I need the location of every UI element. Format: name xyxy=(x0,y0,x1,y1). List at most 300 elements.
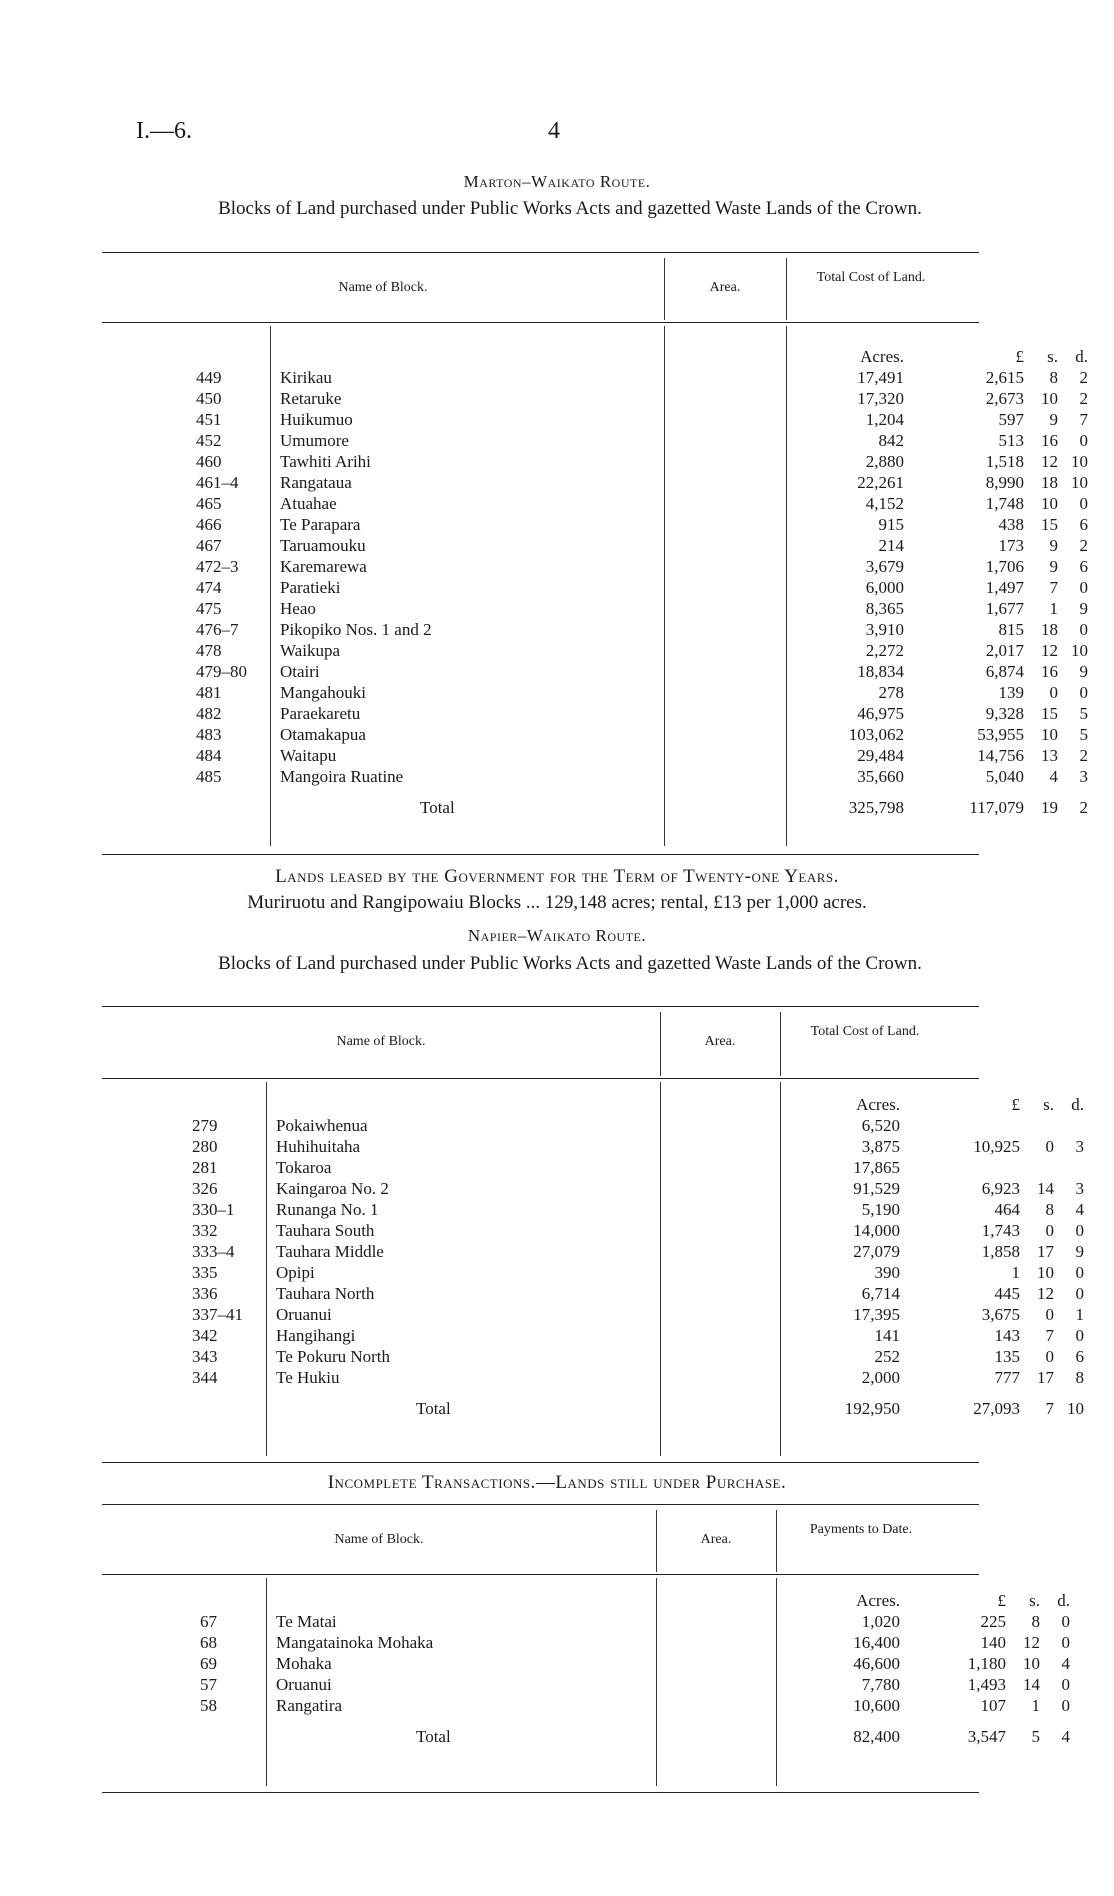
cost-pence: 2 xyxy=(1079,536,1088,555)
block-name xyxy=(276,1262,806,1283)
total-row xyxy=(192,1398,1084,1419)
block-name-text: Hangihangi xyxy=(276,1326,356,1345)
cost-shillings: 9 xyxy=(1049,410,1058,429)
cost-shillings: 16 xyxy=(1041,431,1058,450)
cost-pence: 0 xyxy=(1061,1633,1070,1652)
cost-shillings: 10 xyxy=(1041,725,1058,744)
block-area: 35,660 xyxy=(857,767,904,786)
block-name-text: Te Hukiu xyxy=(276,1368,340,1387)
cost-pounds: 1,497 xyxy=(985,578,1024,597)
block-number: 451 xyxy=(196,410,222,429)
cost-pence xyxy=(1054,1157,1084,1178)
block-name xyxy=(280,535,810,556)
table-row xyxy=(196,451,1088,472)
cost-pounds: 1,677 xyxy=(985,599,1024,618)
table-row xyxy=(200,1695,1070,1716)
cost-pence: 9 xyxy=(1075,1242,1084,1261)
cost-shillings: 0 xyxy=(1045,1347,1054,1366)
block-area: 17,865 xyxy=(853,1158,900,1177)
section2-table xyxy=(192,1094,1084,1419)
cost-shillings: 8 xyxy=(1031,1612,1040,1631)
table-row xyxy=(192,1367,1084,1388)
block-area: 3,910 xyxy=(865,620,904,639)
total-area: 325,798 xyxy=(848,798,904,817)
section1-header-rule xyxy=(102,322,979,323)
block-area: 46,600 xyxy=(853,1654,900,1673)
unit-shillings: s. xyxy=(1029,1591,1040,1610)
section1-table xyxy=(196,346,1088,818)
cost-pounds: 5,040 xyxy=(985,767,1024,786)
block-area: 4,152 xyxy=(865,494,904,513)
total-shillings: 7 xyxy=(1045,1399,1054,1418)
cost-pence: 0 xyxy=(1079,578,1088,597)
table-row xyxy=(196,619,1088,640)
table-row xyxy=(192,1115,1084,1136)
section3-header-rule xyxy=(102,1574,979,1575)
spacer-cell xyxy=(196,787,1088,797)
block-area: 17,395 xyxy=(853,1305,900,1324)
cost-pounds: 438 xyxy=(998,515,1024,534)
block-name xyxy=(280,640,810,661)
total-label: Total xyxy=(416,1727,451,1746)
cost-pounds: 6,923 xyxy=(981,1179,1020,1198)
block-name xyxy=(276,1367,806,1388)
cost-shillings: 12 xyxy=(1041,452,1058,471)
spacer-cell xyxy=(280,346,810,367)
block-area: 3,679 xyxy=(865,557,904,576)
table-row xyxy=(192,1178,1084,1199)
table-row xyxy=(192,1220,1084,1241)
spacer-cell xyxy=(200,1716,1070,1726)
table-row xyxy=(196,724,1088,745)
table-row xyxy=(192,1199,1084,1220)
block-name-text: Kirikau xyxy=(280,368,332,387)
section3-table xyxy=(200,1590,1070,1747)
section3-col-cost: Payments to Date. xyxy=(809,1522,913,1537)
table-row xyxy=(200,1653,1070,1674)
block-name-text: Tauhara Middle xyxy=(276,1242,384,1261)
cost-shillings xyxy=(1020,1115,1054,1136)
block-number: 68 xyxy=(200,1633,217,1652)
cost-pounds: 225 xyxy=(980,1612,1006,1631)
cost-shillings: 12 xyxy=(1023,1633,1040,1652)
block-area: 2,880 xyxy=(865,452,904,471)
cost-pounds: 3,675 xyxy=(981,1305,1020,1324)
block-area: 2,272 xyxy=(865,641,904,660)
block-number: 465 xyxy=(196,494,222,513)
table-row xyxy=(192,1325,1084,1346)
cost-pence: 0 xyxy=(1061,1696,1070,1715)
block-area: 7,780 xyxy=(861,1675,900,1694)
block-name-text: Karemarewa xyxy=(280,557,367,576)
section3-col-area: Area. xyxy=(700,1532,732,1547)
block-name-text: Waikupa xyxy=(280,641,340,660)
block-name xyxy=(276,1115,806,1136)
table-row xyxy=(196,598,1088,619)
block-number: 478 xyxy=(196,641,222,660)
block-number: 337–41 xyxy=(192,1305,243,1324)
cost-shillings: 10 xyxy=(1041,494,1058,513)
total-label: Total xyxy=(416,1399,451,1418)
block-number: 333–4 xyxy=(192,1242,235,1261)
unit-pounds: £ xyxy=(997,1591,1006,1610)
unit-pence: d. xyxy=(1075,347,1088,366)
cost-pence: 0 xyxy=(1079,494,1088,513)
table-row xyxy=(200,1674,1070,1695)
cost-shillings: 12 xyxy=(1037,1284,1054,1303)
block-name-text: Taruamouku xyxy=(280,536,366,555)
cost-shillings: 8 xyxy=(1045,1200,1054,1219)
cost-pence: 0 xyxy=(1075,1326,1084,1345)
table-row xyxy=(196,745,1088,766)
block-number: 449 xyxy=(196,368,222,387)
block-name-text: Kaingaroa No. 2 xyxy=(276,1179,389,1198)
cost-pounds xyxy=(900,1157,1020,1178)
cost-pence: 6 xyxy=(1079,515,1088,534)
block-name-text: Otairi xyxy=(280,662,320,681)
block-name-text: Tokaroa xyxy=(276,1158,332,1177)
block-area: 17,320 xyxy=(857,389,904,408)
section3-title: Incomplete Transactions.—Lands still under Purchase. xyxy=(327,1472,787,1493)
block-number: 336 xyxy=(192,1284,218,1303)
cost-shillings: 4 xyxy=(1049,767,1058,786)
block-name xyxy=(276,1136,806,1157)
cost-pence: 0 xyxy=(1075,1221,1084,1240)
cost-shillings: 7 xyxy=(1045,1326,1054,1345)
cost-pounds: 1,493 xyxy=(967,1675,1006,1694)
block-area: 14,000 xyxy=(853,1221,900,1240)
unit-pence: d. xyxy=(1057,1591,1070,1610)
section1-top-rule xyxy=(102,252,979,253)
spacer-cell xyxy=(200,1726,276,1747)
block-area: 91,529 xyxy=(853,1179,900,1198)
table-row xyxy=(196,388,1088,409)
leased-title: Lands leased by the Government for the Term of Twenty-one Years. xyxy=(275,866,839,887)
block-area: 46,975 xyxy=(857,704,904,723)
block-name xyxy=(280,430,810,451)
cost-pence: 0 xyxy=(1079,431,1088,450)
cost-pence: 0 xyxy=(1079,620,1088,639)
block-name xyxy=(280,745,810,766)
cost-pounds: 1,748 xyxy=(985,494,1024,513)
block-name-text: Te Pokuru North xyxy=(276,1347,391,1366)
cost-pence: 3 xyxy=(1075,1137,1084,1156)
block-name-text: Tauhara South xyxy=(276,1221,375,1240)
table-row xyxy=(196,556,1088,577)
block-number: 485 xyxy=(196,767,222,786)
block-name xyxy=(280,766,810,787)
block-number: 69 xyxy=(200,1654,217,1673)
cost-shillings: 0 xyxy=(1045,1137,1054,1156)
block-area: 17,491 xyxy=(857,368,904,387)
block-name-text: Retaruke xyxy=(280,389,342,408)
section2-subtitle: Blocks of Land purchased under Public Works Acts and gazetted Waste Lands of the Crown. xyxy=(218,953,922,974)
total-area: 192,950 xyxy=(844,1399,900,1418)
cost-shillings: 15 xyxy=(1041,704,1058,723)
cost-shillings: 9 xyxy=(1049,536,1058,555)
block-area: 141 xyxy=(874,1326,900,1345)
block-number: 484 xyxy=(196,746,222,765)
block-name-text: Pokaiwhenua xyxy=(276,1116,368,1135)
section2-top-rule xyxy=(102,1006,979,1007)
section1-col-area: Area. xyxy=(709,280,741,295)
section1-subtitle: Blocks of Land purchased under Public Works Acts and gazetted Waste Lands of the Crown. xyxy=(218,198,922,219)
cost-pence: 10 xyxy=(1071,452,1088,471)
block-name xyxy=(280,388,810,409)
cost-pence: 5 xyxy=(1079,704,1088,723)
block-name-text: Paratieki xyxy=(280,578,341,597)
block-name xyxy=(276,1346,806,1367)
cost-pounds: 139 xyxy=(998,683,1024,702)
block-area: 10,600 xyxy=(853,1696,900,1715)
block-name xyxy=(276,1178,806,1199)
cost-pence: 3 xyxy=(1075,1179,1084,1198)
cost-pounds: 513 xyxy=(998,431,1024,450)
total-pounds: 3,547 xyxy=(967,1727,1006,1746)
table-row xyxy=(196,493,1088,514)
table-row xyxy=(196,535,1088,556)
unit-shillings: s. xyxy=(1047,347,1058,366)
cost-pence: 0 xyxy=(1061,1612,1070,1631)
cost-pounds: 2,017 xyxy=(985,641,1024,660)
cost-pounds: 2,673 xyxy=(985,389,1024,408)
block-name xyxy=(276,1611,806,1632)
block-name xyxy=(280,598,810,619)
block-number: 467 xyxy=(196,536,222,555)
cost-shillings: 9 xyxy=(1049,557,1058,576)
block-area: 2,000 xyxy=(861,1368,900,1387)
block-area: 842 xyxy=(878,431,904,450)
section2-col-cost: Total Cost of Land. xyxy=(810,1024,920,1039)
cost-shillings: 8 xyxy=(1049,368,1058,387)
section1-col-cost: Total Cost of Land. xyxy=(816,270,926,285)
cost-pence: 2 xyxy=(1079,389,1088,408)
table-row xyxy=(196,640,1088,661)
section3-top-rule xyxy=(102,1504,979,1505)
cost-pence: 4 xyxy=(1061,1654,1070,1673)
cost-pounds: 1 xyxy=(1011,1263,1020,1282)
cost-shillings: 17 xyxy=(1037,1368,1054,1387)
cost-pounds: 173 xyxy=(998,536,1024,555)
cost-pence: 0 xyxy=(1061,1675,1070,1694)
table-row xyxy=(192,1346,1084,1367)
block-area: 214 xyxy=(878,536,904,555)
unit-acres: Acres. xyxy=(856,1095,900,1114)
block-area: 6,000 xyxy=(865,578,904,597)
block-number: 481 xyxy=(196,683,222,702)
block-name-text: Heao xyxy=(280,599,316,618)
block-area: 8,365 xyxy=(865,599,904,618)
block-name xyxy=(276,1199,806,1220)
block-name xyxy=(280,451,810,472)
block-number: 482 xyxy=(196,704,222,723)
block-area: 16,400 xyxy=(853,1633,900,1652)
block-name xyxy=(276,1157,806,1178)
block-area: 3,875 xyxy=(861,1137,900,1156)
block-name-text: Mangahouki xyxy=(280,683,366,702)
cost-pence: 9 xyxy=(1079,662,1088,681)
block-name xyxy=(280,514,810,535)
cost-shillings: 10 xyxy=(1037,1263,1054,1282)
cost-shillings: 17 xyxy=(1037,1242,1054,1261)
cost-shillings: 10 xyxy=(1023,1654,1040,1673)
cost-shillings: 1 xyxy=(1031,1696,1040,1715)
spacer-cell xyxy=(276,1590,806,1611)
block-number: 479–80 xyxy=(196,662,247,681)
block-name xyxy=(280,367,810,388)
block-name xyxy=(276,1325,806,1346)
block-name xyxy=(276,1653,806,1674)
unit-pounds: £ xyxy=(1015,347,1024,366)
block-name xyxy=(280,556,810,577)
block-name-text: Te Matai xyxy=(276,1612,337,1631)
block-name xyxy=(280,409,810,430)
cost-pounds: 445 xyxy=(994,1284,1020,1303)
block-name-text: Mohaka xyxy=(276,1654,332,1673)
block-area: 1,204 xyxy=(865,410,904,429)
block-number: 57 xyxy=(200,1675,217,1694)
table-row xyxy=(196,577,1088,598)
block-name xyxy=(276,1241,806,1262)
cost-shillings: 14 xyxy=(1023,1675,1040,1694)
block-area: 5,190 xyxy=(861,1200,900,1219)
table-row xyxy=(200,1632,1070,1653)
unit-shillings: s. xyxy=(1043,1095,1054,1114)
total-row xyxy=(196,797,1088,818)
block-number: 450 xyxy=(196,389,222,408)
block-name-text: Huhihuitaha xyxy=(276,1137,361,1156)
cost-pence: 0 xyxy=(1075,1263,1084,1282)
block-area: 390 xyxy=(874,1263,900,1282)
block-name-text: Paraekaretu xyxy=(280,704,361,723)
section2-bottom-rule xyxy=(102,1462,979,1463)
block-number: 466 xyxy=(196,515,222,534)
block-name xyxy=(280,724,810,745)
total-pounds: 117,079 xyxy=(969,798,1024,817)
cost-pence: 0 xyxy=(1075,1284,1084,1303)
unit-acres: Acres. xyxy=(860,347,904,366)
table-row xyxy=(196,703,1088,724)
block-number: 335 xyxy=(192,1263,218,1282)
spacer-cell xyxy=(192,1094,276,1115)
page-number: 4 xyxy=(548,118,560,144)
block-area: 915 xyxy=(878,515,904,534)
block-name xyxy=(276,1283,806,1304)
block-name-text: Otamakapua xyxy=(280,725,366,744)
block-name-text: Rangataua xyxy=(280,473,352,492)
cost-shillings: 1 xyxy=(1049,599,1058,618)
cost-pence: 10 xyxy=(1071,641,1088,660)
leased-detail: Muriruotu and Rangipowaiu Blocks ... 129,148 acres; rental, £13 per 1,000 acres. xyxy=(247,892,867,913)
cost-shillings: 18 xyxy=(1041,620,1058,639)
block-area: 6,520 xyxy=(861,1116,900,1135)
cost-pounds: 464 xyxy=(994,1200,1020,1219)
cost-shillings: 18 xyxy=(1041,473,1058,492)
unit-pence: d. xyxy=(1071,1095,1084,1114)
table-row xyxy=(192,1304,1084,1325)
section2-col-name: Name of Block. xyxy=(336,1034,426,1049)
cost-pounds xyxy=(900,1115,1020,1136)
block-number: 476–7 xyxy=(196,620,239,639)
block-area: 1,020 xyxy=(861,1612,900,1631)
cost-pounds: 8,990 xyxy=(985,473,1024,492)
table-row xyxy=(192,1136,1084,1157)
total-shillings: 5 xyxy=(1031,1727,1040,1746)
block-number: 483 xyxy=(196,725,222,744)
section3-bottom-rule xyxy=(102,1792,979,1793)
block-number: 474 xyxy=(196,578,222,597)
table-row xyxy=(192,1283,1084,1304)
cost-pence: 6 xyxy=(1079,557,1088,576)
section1-col-name: Name of Block. xyxy=(338,280,428,295)
spacer-cell xyxy=(196,346,280,367)
cost-pence: 4 xyxy=(1075,1200,1084,1219)
block-name xyxy=(280,661,810,682)
block-number: 342 xyxy=(192,1326,218,1345)
cost-pounds: 2,615 xyxy=(985,368,1024,387)
table-row xyxy=(196,472,1088,493)
block-name xyxy=(276,1695,806,1716)
block-name-text: Runanga No. 1 xyxy=(276,1200,379,1219)
block-number: 58 xyxy=(200,1696,217,1715)
cost-pounds: 107 xyxy=(980,1696,1006,1715)
cost-pounds: 1,518 xyxy=(985,452,1024,471)
spacer-cell xyxy=(196,797,280,818)
block-area: 6,714 xyxy=(861,1284,900,1303)
cost-shillings: 16 xyxy=(1041,662,1058,681)
block-number: 67 xyxy=(200,1612,217,1631)
cost-shillings xyxy=(1020,1157,1054,1178)
table-row xyxy=(192,1262,1084,1283)
cost-pence: 2 xyxy=(1079,746,1088,765)
section1-header-divider-2 xyxy=(786,258,787,320)
cost-shillings: 13 xyxy=(1041,746,1058,765)
block-name xyxy=(276,1304,806,1325)
block-name xyxy=(280,577,810,598)
block-number: 281 xyxy=(192,1158,218,1177)
block-number: 343 xyxy=(192,1347,218,1366)
cost-pence: 7 xyxy=(1079,410,1088,429)
block-name xyxy=(280,703,810,724)
block-number: 344 xyxy=(192,1368,218,1387)
block-name-text: Tawhiti Arihi xyxy=(280,452,371,471)
cost-pence: 8 xyxy=(1075,1368,1084,1387)
block-number: 472–3 xyxy=(196,557,239,576)
table-row xyxy=(196,766,1088,787)
cost-shillings: 7 xyxy=(1049,578,1058,597)
block-name xyxy=(280,472,810,493)
table-row xyxy=(196,661,1088,682)
cost-shillings: 10 xyxy=(1041,389,1058,408)
table-row xyxy=(196,682,1088,703)
block-number: 280 xyxy=(192,1137,218,1156)
table-row xyxy=(196,367,1088,388)
block-name xyxy=(276,1220,806,1241)
section1-bottom-rule xyxy=(102,854,979,855)
section3-header-divider-2 xyxy=(776,1510,777,1572)
block-name-text: Mangatainoka Mohaka xyxy=(276,1633,434,1652)
block-name-text: Umumore xyxy=(280,431,349,450)
spacer-cell xyxy=(192,1398,276,1419)
cost-pounds: 1,706 xyxy=(985,557,1024,576)
block-area: 18,834 xyxy=(857,662,904,681)
table-row xyxy=(192,1241,1084,1262)
cost-pence: 1 xyxy=(1075,1305,1084,1324)
section1-route-title: Marton–Waikato Route. xyxy=(463,172,651,191)
block-name-text: Pikopiko Nos. 1 and 2 xyxy=(280,620,432,639)
block-number: 279 xyxy=(192,1116,218,1135)
total-area: 82,400 xyxy=(853,1727,900,1746)
